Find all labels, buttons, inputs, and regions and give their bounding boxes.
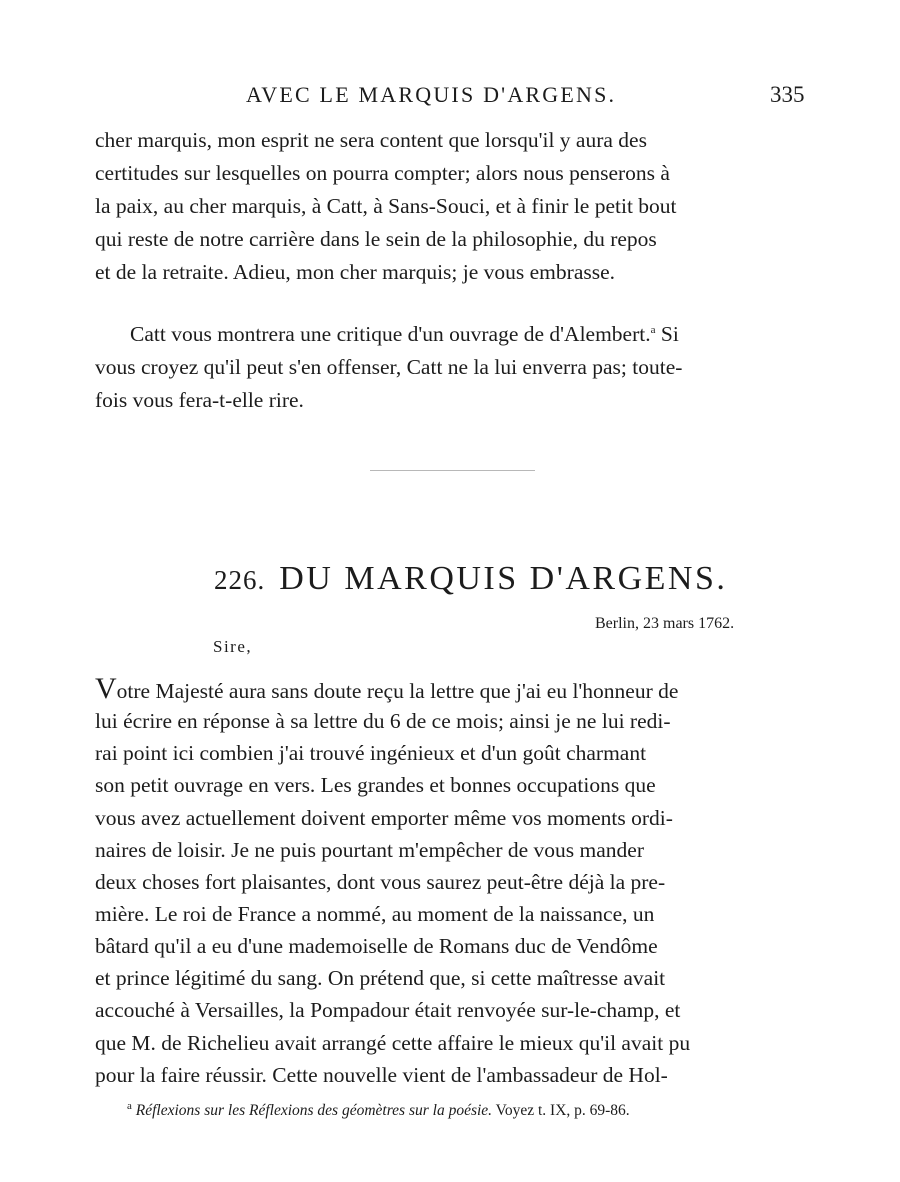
letter-salutation: Sire, — [213, 637, 253, 656]
body-line: que M. de Richelieu avait arrangé cette affaire le mieux qu'il avait pu — [95, 1031, 691, 1055]
section-divider — [370, 470, 535, 471]
letter-number: 226. — [214, 565, 266, 595]
body-line: bâtard qu'il a eu d'une mademoiselle de Romans duc de Vendôme — [95, 934, 658, 958]
postscript-text: Si — [655, 322, 679, 346]
body-line: qui reste de notre carrière dans le sein de la philosophie, du repos — [95, 227, 657, 251]
footnote-reference: Voyez t. IX, p. 69-86. — [492, 1102, 630, 1120]
postscript-text: Catt vous montrera une critique d'un ouvrage de d'Alembert. — [130, 322, 651, 346]
body-line: rai point ici combien j'ai trouvé ingénieux et d'un goût charmant — [95, 741, 647, 765]
page-number: 335 — [770, 82, 805, 107]
running-title: AVEC LE MARQUIS D'ARGENS. — [246, 82, 617, 107]
body-line — [95, 674, 678, 704]
body-line: pour la faire réussir. Cette nouvelle vient de l'ambassadeur de Hol- — [95, 1063, 668, 1087]
letter-heading — [214, 560, 727, 598]
letter-dateline: Berlin, 23 mars 1762. — [595, 615, 735, 632]
body-line: vous avez actuellement doivent emporter même vos moments ordi- — [95, 806, 673, 830]
body-line: et de la retraite. Adieu, mon cher marquis; je vous embrasse. — [95, 260, 616, 284]
letter-title: DU MARQUIS D'ARGENS. — [279, 560, 728, 597]
body-line: lui écrire en réponse à sa lettre du 6 de ce mois; ainsi je ne lui redi- — [95, 709, 671, 733]
body-line: son petit ouvrage en vers. Les grandes et bonnes occupations que — [95, 773, 656, 797]
drop-cap: V — [95, 672, 117, 705]
footnote-marker: a — [650, 323, 656, 336]
body-line: cher marquis, mon esprit ne sera content que lorsqu'il y aura des — [95, 128, 647, 152]
footnote-marker: a — [127, 1100, 132, 1112]
footnote — [127, 1100, 630, 1120]
body-line: accouché à Versailles, la Pompadour était renvoyée sur-le-champ, et — [95, 998, 681, 1022]
body-line: la paix, au cher marquis, à Catt, à Sans-Souci, et à finir le petit bout — [95, 194, 677, 218]
postscript-line: vous croyez qu'il peut s'en offenser, Catt ne la lui enverra pas; toute- — [95, 355, 683, 379]
body-line: deux choses fort plaisantes, dont vous saurez peut-être déjà la pre- — [95, 870, 666, 894]
postscript-line: fois vous fera-t-elle rire. — [95, 388, 304, 412]
body-line: certitudes sur lesquelles on pourra compter; alors nous penserons à — [95, 161, 670, 185]
body-line: mière. Le roi de France a nommé, au moment de la naissance, un — [95, 902, 655, 926]
footnote-title: Réflexions sur les Réflexions des géomètres sur la poésie. — [135, 1102, 493, 1120]
body-line: naires de loisir. Je ne puis pourtant m'empêcher de vous mander — [95, 838, 644, 862]
body-line: et prince légitimé du sang. On prétend que, si cette maîtresse avait — [95, 966, 666, 990]
body-text: otre Majesté aura sans doute reçu la lettre que j'ai eu l'honneur de — [116, 679, 679, 703]
postscript-line — [130, 322, 679, 347]
